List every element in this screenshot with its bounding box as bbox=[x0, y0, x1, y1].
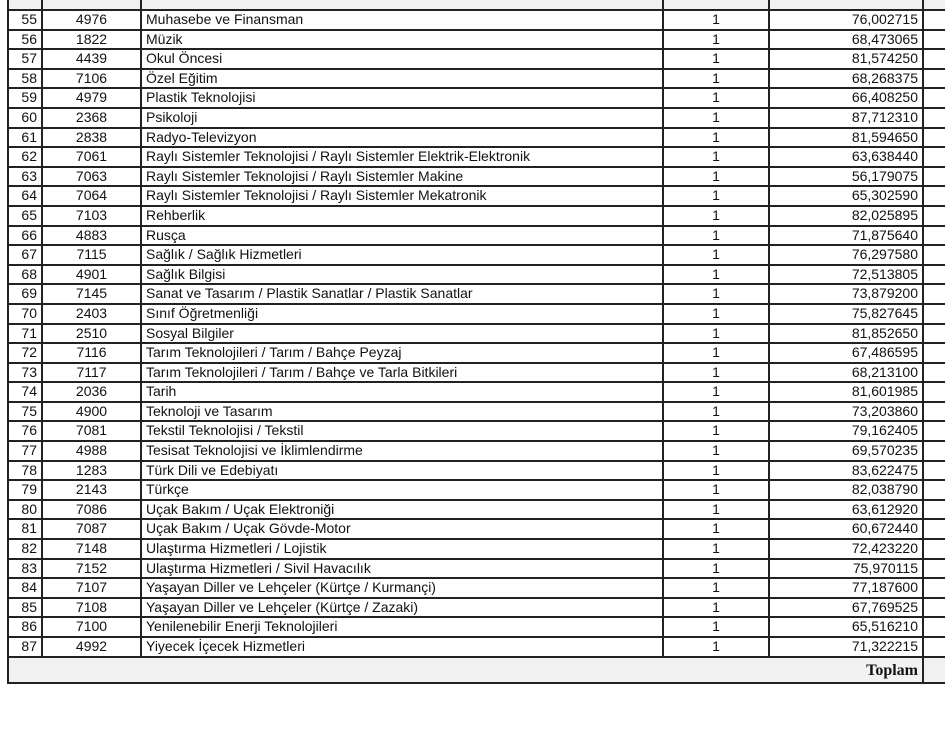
quota-count: 1 bbox=[663, 245, 769, 265]
program-name: Sağlık Bilgisi bbox=[141, 265, 663, 285]
program-code: 4883 bbox=[42, 226, 141, 246]
score-value: 81,601985 bbox=[769, 382, 923, 402]
program-code: 4901 bbox=[42, 265, 141, 285]
extra-cell bbox=[923, 49, 945, 69]
table-body bbox=[8, 0, 945, 683]
row-number: 83 bbox=[8, 559, 42, 579]
extra-cell bbox=[923, 265, 945, 285]
program-name: Yenilenebilir Enerji Teknolojileri bbox=[141, 617, 663, 637]
extra-cell bbox=[923, 480, 945, 500]
row-number: 59 bbox=[8, 88, 42, 108]
score-value: 65,302590 bbox=[769, 186, 923, 206]
table-row bbox=[8, 265, 945, 285]
program-code: 4979 bbox=[42, 88, 141, 108]
score-value: 67,769525 bbox=[769, 598, 923, 618]
row-number: 71 bbox=[8, 324, 42, 344]
program-name: Türk Dili ve Edebiyatı bbox=[141, 461, 663, 481]
table-row bbox=[8, 10, 945, 30]
program-code: 7106 bbox=[42, 69, 141, 89]
quota-count: 1 bbox=[663, 30, 769, 50]
quota-count: 1 bbox=[663, 421, 769, 441]
extra-cell bbox=[923, 617, 945, 637]
header-cell-extra bbox=[923, 0, 945, 10]
extra-cell bbox=[923, 441, 945, 461]
row-number: 80 bbox=[8, 500, 42, 520]
extra-cell bbox=[923, 324, 945, 344]
extra-cell bbox=[923, 167, 945, 187]
program-name: Uçak Bakım / Uçak Gövde-Motor bbox=[141, 519, 663, 539]
row-number: 56 bbox=[8, 30, 42, 50]
program-name: Uçak Bakım / Uçak Elektroniği bbox=[141, 500, 663, 520]
program-name: Müzik bbox=[141, 30, 663, 50]
table-row bbox=[8, 206, 945, 226]
score-value: 77,187600 bbox=[769, 578, 923, 598]
program-code: 7061 bbox=[42, 147, 141, 167]
program-code: 7063 bbox=[42, 167, 141, 187]
score-value: 81,594650 bbox=[769, 128, 923, 148]
table-row bbox=[8, 226, 945, 246]
table-row bbox=[8, 186, 945, 206]
score-value: 68,213100 bbox=[769, 363, 923, 383]
row-number: 77 bbox=[8, 441, 42, 461]
table-row bbox=[8, 637, 945, 657]
program-code: 4900 bbox=[42, 402, 141, 422]
row-number: 70 bbox=[8, 304, 42, 324]
spreadsheet-page bbox=[7, 0, 945, 747]
program-name: Tekstil Teknolojisi / Tekstil bbox=[141, 421, 663, 441]
table-row bbox=[8, 128, 945, 148]
program-name: Tarım Teknolojileri / Tarım / Bahçe Peyzaj bbox=[141, 343, 663, 363]
extra-cell bbox=[923, 343, 945, 363]
quota-count: 1 bbox=[663, 304, 769, 324]
table-row bbox=[8, 559, 945, 579]
program-name: Raylı Sistemler Teknolojisi / Raylı Sistemler Elektrik-Elektronik bbox=[141, 147, 663, 167]
table-row bbox=[8, 69, 945, 89]
program-name: Muhasebe ve Finansman bbox=[141, 10, 663, 30]
program-code: 4439 bbox=[42, 49, 141, 69]
extra-cell bbox=[923, 578, 945, 598]
quota-count: 1 bbox=[663, 108, 769, 128]
quota-count: 1 bbox=[663, 147, 769, 167]
row-number: 57 bbox=[8, 49, 42, 69]
program-name: Sağlık / Sağlık Hizmetleri bbox=[141, 245, 663, 265]
row-number: 61 bbox=[8, 128, 42, 148]
score-value: 82,025895 bbox=[769, 206, 923, 226]
extra-cell bbox=[923, 245, 945, 265]
table-row bbox=[8, 167, 945, 187]
program-name: Tarih bbox=[141, 382, 663, 402]
score-value: 79,162405 bbox=[769, 421, 923, 441]
program-name: Raylı Sistemler Teknolojisi / Raylı Sistemler Makine bbox=[141, 167, 663, 187]
program-code: 7087 bbox=[42, 519, 141, 539]
quota-count: 1 bbox=[663, 343, 769, 363]
row-number: 72 bbox=[8, 343, 42, 363]
program-name: Plastik Teknolojisi bbox=[141, 88, 663, 108]
score-value: 82,038790 bbox=[769, 480, 923, 500]
score-value: 81,852650 bbox=[769, 324, 923, 344]
table-row bbox=[8, 617, 945, 637]
quota-count: 1 bbox=[663, 519, 769, 539]
extra-cell bbox=[923, 461, 945, 481]
table-row bbox=[8, 324, 945, 344]
table-row bbox=[8, 539, 945, 559]
program-name: Yiyecek İçecek Hizmetleri bbox=[141, 637, 663, 657]
score-value: 72,423220 bbox=[769, 539, 923, 559]
program-name: Yaşayan Diller ve Lehçeler (Kürtçe / Kurmançi) bbox=[141, 578, 663, 598]
program-name: Tarım Teknolojileri / Tarım / Bahçe ve Tarla Bitkileri bbox=[141, 363, 663, 383]
program-name: Radyo-Televizyon bbox=[141, 128, 663, 148]
row-number: 73 bbox=[8, 363, 42, 383]
program-code: 7100 bbox=[42, 617, 141, 637]
score-value: 66,408250 bbox=[769, 88, 923, 108]
score-value: 73,203860 bbox=[769, 402, 923, 422]
extra-cell bbox=[923, 69, 945, 89]
score-value: 76,297580 bbox=[769, 245, 923, 265]
row-number: 76 bbox=[8, 421, 42, 441]
program-code: 2036 bbox=[42, 382, 141, 402]
quota-count: 1 bbox=[663, 49, 769, 69]
quota-count: 1 bbox=[663, 186, 769, 206]
score-value: 72,513805 bbox=[769, 265, 923, 285]
quota-count: 1 bbox=[663, 461, 769, 481]
program-name: Rehberlik bbox=[141, 206, 663, 226]
score-value: 87,712310 bbox=[769, 108, 923, 128]
score-value: 75,970115 bbox=[769, 559, 923, 579]
table-row bbox=[8, 30, 945, 50]
quota-count: 1 bbox=[663, 480, 769, 500]
total-label: Toplam bbox=[8, 657, 923, 683]
program-name: Yaşayan Diller ve Lehçeler (Kürtçe / Zazaki) bbox=[141, 598, 663, 618]
program-name: Özel Eğitim bbox=[141, 69, 663, 89]
extra-cell bbox=[923, 284, 945, 304]
table-row bbox=[8, 88, 945, 108]
program-code: 1283 bbox=[42, 461, 141, 481]
program-code: 7064 bbox=[42, 186, 141, 206]
program-name: Teknoloji ve Tasarım bbox=[141, 402, 663, 422]
table-row bbox=[8, 363, 945, 383]
table-row bbox=[8, 421, 945, 441]
program-name: Ulaştırma Hizmetleri / Sivil Havacılık bbox=[141, 559, 663, 579]
row-number: 62 bbox=[8, 147, 42, 167]
quota-count: 1 bbox=[663, 69, 769, 89]
table-row bbox=[8, 245, 945, 265]
extra-cell bbox=[923, 402, 945, 422]
score-value: 68,473065 bbox=[769, 30, 923, 50]
score-value: 71,322215 bbox=[769, 637, 923, 657]
row-number: 86 bbox=[8, 617, 42, 637]
table-row bbox=[8, 382, 945, 402]
program-code: 4988 bbox=[42, 441, 141, 461]
extra-cell bbox=[923, 88, 945, 108]
quota-count: 1 bbox=[663, 363, 769, 383]
program-code: 4992 bbox=[42, 637, 141, 657]
program-code: 7152 bbox=[42, 559, 141, 579]
row-number: 58 bbox=[8, 69, 42, 89]
score-value: 75,827645 bbox=[769, 304, 923, 324]
row-number: 69 bbox=[8, 284, 42, 304]
program-name: Psikoloji bbox=[141, 108, 663, 128]
program-code: 2510 bbox=[42, 324, 141, 344]
score-value: 68,268375 bbox=[769, 69, 923, 89]
extra-cell bbox=[923, 128, 945, 148]
row-number: 85 bbox=[8, 598, 42, 618]
program-code: 7103 bbox=[42, 206, 141, 226]
score-value: 63,638440 bbox=[769, 147, 923, 167]
header-cell-no bbox=[8, 0, 42, 10]
table-row bbox=[8, 598, 945, 618]
table-row bbox=[8, 402, 945, 422]
score-value: 76,002715 bbox=[769, 10, 923, 30]
table-row bbox=[8, 441, 945, 461]
row-number: 55 bbox=[8, 10, 42, 30]
quota-count: 1 bbox=[663, 559, 769, 579]
row-number: 84 bbox=[8, 578, 42, 598]
results-table bbox=[7, 0, 945, 684]
program-code: 7107 bbox=[42, 578, 141, 598]
extra-cell bbox=[923, 382, 945, 402]
program-name: Sanat ve Tasarım / Plastik Sanatlar / Plastik Sanatlar bbox=[141, 284, 663, 304]
row-number: 63 bbox=[8, 167, 42, 187]
quota-count: 1 bbox=[663, 382, 769, 402]
extra-cell bbox=[923, 598, 945, 618]
quota-count: 1 bbox=[663, 402, 769, 422]
score-value: 67,486595 bbox=[769, 343, 923, 363]
table-row bbox=[8, 500, 945, 520]
extra-cell bbox=[923, 186, 945, 206]
extra-cell bbox=[923, 304, 945, 324]
quota-count: 1 bbox=[663, 324, 769, 344]
quota-count: 1 bbox=[663, 500, 769, 520]
program-code: 7108 bbox=[42, 598, 141, 618]
header-cell-count bbox=[663, 0, 769, 10]
quota-count: 1 bbox=[663, 10, 769, 30]
extra-cell bbox=[923, 30, 945, 50]
extra-cell bbox=[923, 421, 945, 441]
program-name: Ulaştırma Hizmetleri / Lojistik bbox=[141, 539, 663, 559]
program-code: 2403 bbox=[42, 304, 141, 324]
program-code: 7116 bbox=[42, 343, 141, 363]
program-code: 7145 bbox=[42, 284, 141, 304]
score-value: 71,875640 bbox=[769, 226, 923, 246]
program-code: 4976 bbox=[42, 10, 141, 30]
score-value: 56,179075 bbox=[769, 167, 923, 187]
row-number: 65 bbox=[8, 206, 42, 226]
row-number: 68 bbox=[8, 265, 42, 285]
quota-count: 1 bbox=[663, 206, 769, 226]
score-value: 65,516210 bbox=[769, 617, 923, 637]
row-number: 64 bbox=[8, 186, 42, 206]
program-name: Tesisat Teknolojisi ve İklimlendirme bbox=[141, 441, 663, 461]
extra-cell bbox=[923, 147, 945, 167]
quota-count: 1 bbox=[663, 598, 769, 618]
footer-row bbox=[8, 657, 945, 683]
table-row bbox=[8, 304, 945, 324]
score-value: 83,622475 bbox=[769, 461, 923, 481]
table-row bbox=[8, 578, 945, 598]
program-code: 1822 bbox=[42, 30, 141, 50]
program-name: Okul Öncesi bbox=[141, 49, 663, 69]
extra-cell bbox=[923, 559, 945, 579]
program-name: Türkçe bbox=[141, 480, 663, 500]
score-value: 69,570235 bbox=[769, 441, 923, 461]
quota-count: 1 bbox=[663, 265, 769, 285]
program-name: Raylı Sistemler Teknolojisi / Raylı Sistemler Mekatronik bbox=[141, 186, 663, 206]
table-row bbox=[8, 519, 945, 539]
row-number: 66 bbox=[8, 226, 42, 246]
program-code: 2143 bbox=[42, 480, 141, 500]
score-value: 60,672440 bbox=[769, 519, 923, 539]
quota-count: 1 bbox=[663, 539, 769, 559]
quota-count: 1 bbox=[663, 226, 769, 246]
quota-count: 1 bbox=[663, 128, 769, 148]
row-number: 74 bbox=[8, 382, 42, 402]
extra-cell bbox=[923, 539, 945, 559]
score-value: 63,612920 bbox=[769, 500, 923, 520]
quota-count: 1 bbox=[663, 284, 769, 304]
quota-count: 1 bbox=[663, 167, 769, 187]
program-name: Sınıf Öğretmenliği bbox=[141, 304, 663, 324]
program-name: Sosyal Bilgiler bbox=[141, 324, 663, 344]
extra-cell bbox=[923, 108, 945, 128]
row-number: 81 bbox=[8, 519, 42, 539]
header-cell-name bbox=[141, 0, 663, 10]
row-number: 79 bbox=[8, 480, 42, 500]
extra-cell bbox=[923, 519, 945, 539]
row-number: 60 bbox=[8, 108, 42, 128]
quota-count: 1 bbox=[663, 637, 769, 657]
header-cell-code bbox=[42, 0, 141, 10]
quota-count: 1 bbox=[663, 578, 769, 598]
score-value: 73,879200 bbox=[769, 284, 923, 304]
quota-count: 1 bbox=[663, 88, 769, 108]
score-value: 81,574250 bbox=[769, 49, 923, 69]
extra-cell bbox=[923, 500, 945, 520]
program-code: 2368 bbox=[42, 108, 141, 128]
header-row-partial bbox=[8, 0, 945, 10]
extra-cell bbox=[923, 637, 945, 657]
extra-cell bbox=[923, 363, 945, 383]
table-row bbox=[8, 343, 945, 363]
program-code: 7081 bbox=[42, 421, 141, 441]
extra-cell bbox=[923, 226, 945, 246]
quota-count: 1 bbox=[663, 617, 769, 637]
row-number: 75 bbox=[8, 402, 42, 422]
row-number: 82 bbox=[8, 539, 42, 559]
extra-cell bbox=[923, 10, 945, 30]
row-number: 67 bbox=[8, 245, 42, 265]
table-row bbox=[8, 461, 945, 481]
extra-cell bbox=[923, 206, 945, 226]
table-row bbox=[8, 480, 945, 500]
row-number: 78 bbox=[8, 461, 42, 481]
header-cell-score bbox=[769, 0, 923, 10]
quota-count: 1 bbox=[663, 441, 769, 461]
table-row bbox=[8, 49, 945, 69]
program-code: 7148 bbox=[42, 539, 141, 559]
table-row bbox=[8, 147, 945, 167]
program-code: 7117 bbox=[42, 363, 141, 383]
table-row bbox=[8, 284, 945, 304]
table-row bbox=[8, 108, 945, 128]
program-code: 7086 bbox=[42, 500, 141, 520]
program-code: 2838 bbox=[42, 128, 141, 148]
program-name: Rusça bbox=[141, 226, 663, 246]
row-number: 87 bbox=[8, 637, 42, 657]
program-code: 7115 bbox=[42, 245, 141, 265]
footer-extra-cell bbox=[923, 657, 945, 683]
